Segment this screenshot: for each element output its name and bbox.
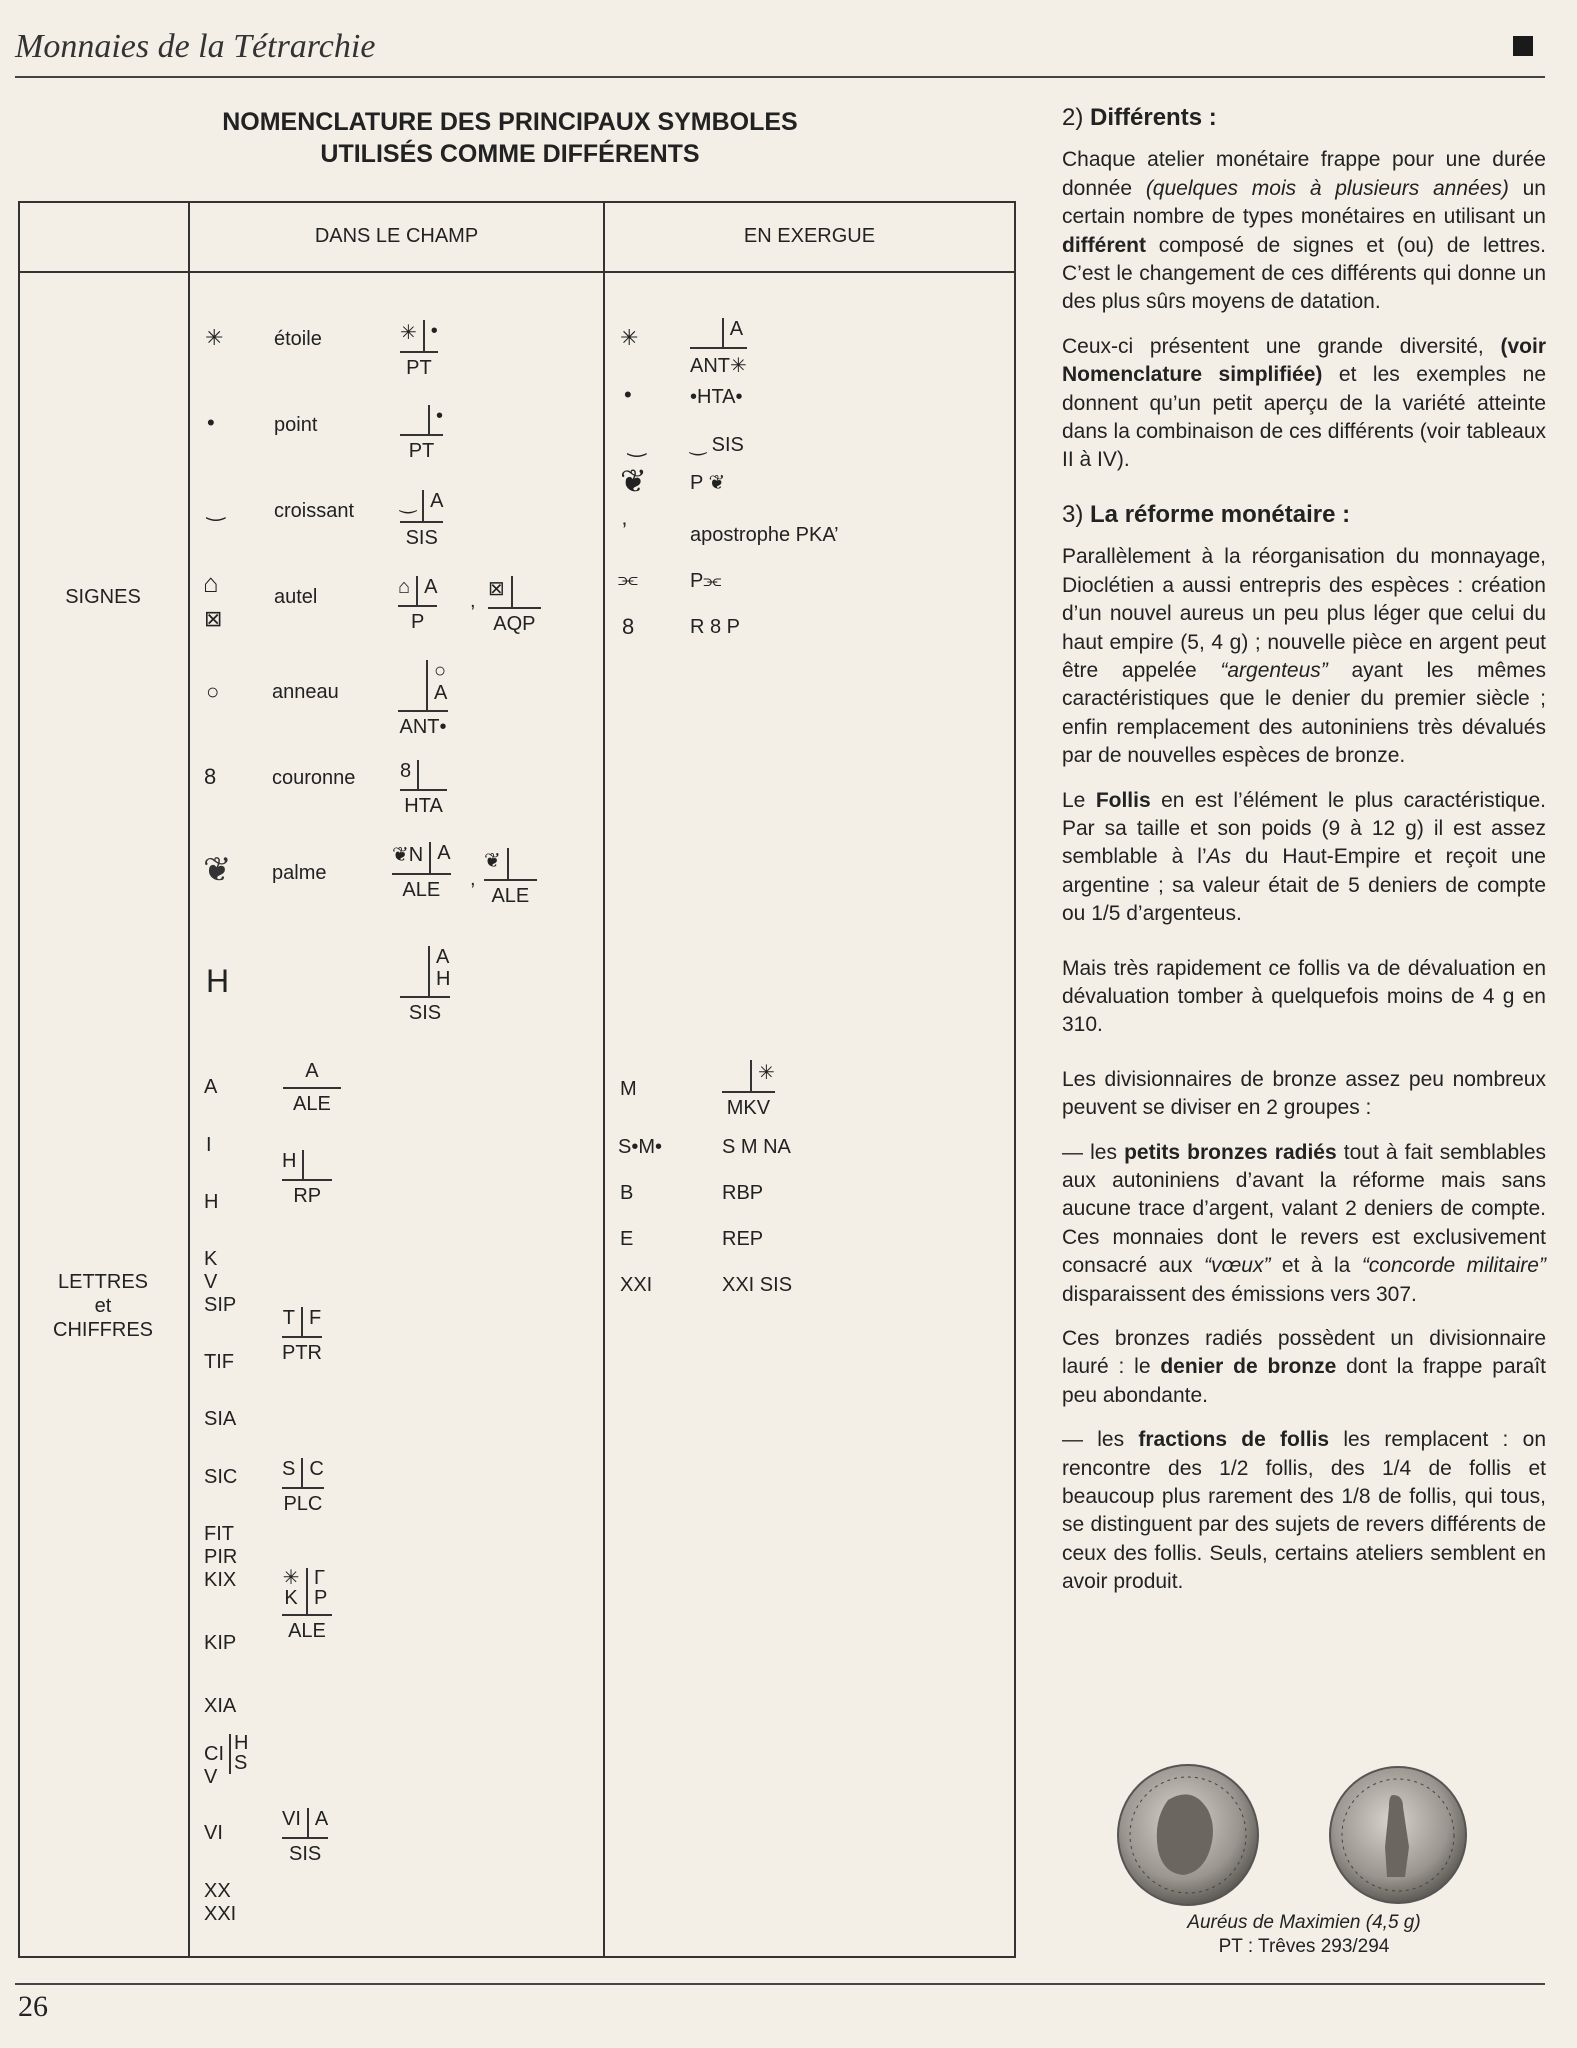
champ-lettre-h: H RP [282, 1150, 332, 1208]
letter-item: V [204, 1271, 218, 1293]
exergue-text: R 8 P [690, 616, 741, 638]
letter-item: XIA [204, 1695, 237, 1717]
sign-name: autel [274, 586, 318, 608]
sign-name: palme [272, 862, 327, 884]
champ-h: A H SIS [400, 946, 450, 1025]
champ-palme-1: ❦N A ALE [392, 842, 451, 901]
etoile-icon: ✳ [205, 325, 224, 350]
exergue-text: ‿ SIS [690, 434, 744, 456]
croissant-icon: ‿ [628, 432, 646, 457]
letter-item: SIC [204, 1466, 238, 1488]
page-header-title: Monnaies de la Tétrarchie [15, 28, 376, 65]
letter-item: KIP [204, 1632, 237, 1654]
exergue-text: apostrophe PKA’ [690, 524, 839, 546]
paragraph: Mais très rapidement ce follis va de dévaluation en dévaluation tomber à quelquefois moins de 4 g en 310. [1062, 956, 1546, 1037]
letter-item: A [204, 1076, 218, 1098]
letter-item: TIF [204, 1351, 234, 1373]
champ-couronne: 8 HTA [400, 760, 447, 818]
sign-name: couronne [272, 767, 356, 789]
etoile-icon: ✳ [620, 325, 639, 350]
paragraph: Parallèlement à la réorganisation du monnayage, Dioclétien a aussi entrepris des espèces : création d’un nouvel aureus un peu plus léger que celui du haut empire (5, 4 g) ; nouvelle pièce en argent peut être appelée “argenteus” ayant les mêmes caractéristiques que le denier du premier siècle ; enfin remplacement des autoniniens très dévalués par de nouvelles espèces de bronze. [1062, 545, 1546, 768]
h-symbol: H [206, 963, 230, 999]
ci-hs: H S [234, 1732, 249, 1774]
exergue-text: •HTA• [690, 386, 743, 408]
right-column [1062, 104, 1546, 1613]
croissant-icon: ‿ [207, 496, 225, 521]
table-title-line2: UTILISÉS COMME DIFFÉRENTS [320, 140, 700, 168]
letter-item: H [204, 1191, 219, 1213]
autel-icon: ⌂ [203, 568, 219, 598]
row-label-lettres: LETTRES et CHIFFRES [53, 1271, 153, 1341]
couronne-icon: 8 [622, 614, 635, 639]
champ-croissant: ‿ A SIS [400, 490, 444, 549]
row-label-signes: SIGNES [65, 586, 141, 608]
header-square-mark [1513, 36, 1533, 56]
champ-etoile: ✳ • PT [400, 320, 438, 379]
comma: , [470, 590, 476, 612]
palme-icon: ❦ [620, 463, 647, 499]
table-header-rule [20, 271, 1014, 273]
coin-caption: Auréus de Maximien (4,5 g) [1187, 1912, 1421, 1933]
letter-item: VI [204, 1822, 223, 1844]
exergue-etoile: A ANT✳ [690, 318, 747, 377]
section-heading-differents: 2) Différents : [1062, 104, 1217, 131]
footer-rule [15, 1983, 1545, 1985]
champ-palme-2: ❦ ALE [484, 848, 537, 908]
letter-item: V [204, 1766, 218, 1788]
sign-name: étoile [274, 328, 322, 350]
col-header-champ: DANS LE CHAMP [314, 225, 479, 247]
exergue-text: RBP [722, 1182, 764, 1204]
letter-item: PIR [204, 1546, 238, 1568]
exergue-letter: S•M• [618, 1136, 663, 1158]
paragraph: — les petits bronzes radiés tout à fait semblables aux autoniniens d’avant la réforme mais sans aucune trace d’argent, valant 2 deniers de compte. Ces monnaies dont le revers est exclusivement consacré aux “vœux” et à la “concorde militaire” disparaissent des émissions vers 307. [1062, 1140, 1547, 1306]
ribbon-icon: ⫘ [618, 566, 638, 591]
sign-name: anneau [272, 681, 339, 703]
paragraph: Les divisionnaires de bronze assez peu nombreux peuvent se diviser en 2 groupes : [1062, 1067, 1546, 1120]
exergue-mkv: ✳ MKV [722, 1060, 775, 1120]
point-icon: • [207, 410, 215, 435]
exergue-text: S M NA [722, 1136, 791, 1158]
table-divider-right [603, 203, 605, 1956]
table-title [185, 106, 835, 170]
col-header-exergue: EN EXERGUE [743, 225, 876, 247]
sign-name: point [274, 414, 318, 436]
letter-item: K [204, 1248, 218, 1270]
couronne-icon: 8 [204, 764, 217, 789]
letter-item: SIA [204, 1408, 237, 1430]
paragraph: Chaque atelier monétaire frappe pour une durée donnée (quelques mois à plusieurs années) un certain nombre de types monétaires en utilisant un différent composé de signes et (ou) de lettres. C’est le changement de ces différents qui donne un des plus sûrs moyens de datation. [1062, 148, 1546, 314]
anneau-icon: ○ [206, 679, 220, 704]
champ-anneau: ○ A ANT• [399, 660, 448, 738]
coin-caption-mint: PT : Trêves 293/294 [1218, 1936, 1390, 1957]
champ-lettre-a: A ALE [283, 1060, 341, 1116]
symbols-table [18, 201, 1016, 1958]
apostrophe-icon: ’ [622, 518, 627, 543]
header-rule [15, 76, 1545, 78]
exergue-text: P ❦ [690, 472, 726, 494]
champ-autel-1: ⌂ A P [398, 576, 438, 633]
exergue-text: P⫘ [690, 570, 722, 592]
champ-lettre-sc: S C PLC [282, 1458, 324, 1515]
palme-icon: ❦ [203, 851, 232, 889]
coin-reverse-icon [1330, 1767, 1466, 1903]
paragraph: Ceux-ci présentent une grande diversité, (voir Nomenclature simplifiée) et les exemples ne donnent qu’un petit aperçu de la variété atteinte dans la combinaison de ces différents (voir tableaux II à IV). [1062, 334, 1546, 472]
exergue-text: XXI SIS [722, 1274, 793, 1296]
champ-lettre-kp: ✳ K Γ P ALE [282, 1568, 332, 1643]
ci-divider [229, 1734, 231, 1774]
letter-item: KIX [204, 1569, 237, 1591]
letter-item: CI [204, 1743, 224, 1765]
letter-item: XX [204, 1880, 231, 1902]
page-number: 26 [18, 1990, 48, 2023]
paragraph: Le Follis en est l’élément le plus caractéristique. Par sa taille et son poids (9 à 12 g) il est assez semblable à l’As du Haut-Empire et reçoit une argentine ; sa valeur était de 5 deniers de compte ou 1/5 d’argenteus. [1062, 788, 1546, 926]
sign-name: croissant [274, 500, 355, 522]
letter-item: FIT [204, 1523, 234, 1545]
exergue-letter: B [620, 1182, 634, 1204]
exergue-letter: XXI [620, 1274, 653, 1296]
autel-box-icon: ⊠ [204, 606, 223, 631]
point-icon: • [624, 382, 632, 407]
champ-lettre-tf: T F PTR [282, 1307, 322, 1364]
exergue-text: REP [722, 1228, 764, 1250]
exergue-letter: M [620, 1078, 637, 1100]
letter-item: XXI [204, 1903, 237, 1925]
comma: , [470, 868, 476, 890]
coin-obverse-icon [1118, 1765, 1258, 1905]
table-divider-left [188, 203, 190, 1956]
coin-illustration [1108, 1760, 1528, 1910]
table-title-line1: NOMENCLATURE DES PRINCIPAUX SYMBOLES [222, 108, 798, 136]
champ-lettre-via: VI A SIS [282, 1808, 329, 1865]
letter-item: I [206, 1134, 212, 1156]
champ-autel-2: ⊠ AQP [488, 576, 541, 636]
letter-item: SIP [204, 1294, 237, 1316]
exergue-letter: E [620, 1228, 634, 1250]
champ-point: • PT [400, 405, 443, 463]
paragraph: Ces bronzes radiés possèdent un divisionnaire lauré : le denier de bronze dont la frappe paraît peu abondante. [1062, 1327, 1546, 1407]
paragraph: — les fractions de follis les remplacent : on rencontre des 1/2 follis, des 1/4 de follis et beaucoup plus rarement des 1/8 de follis, qui tous, se distinguent par des sujets de revers différents de ceux des follis. Seuls, certains ateliers semblent en avoir produit. [1062, 1428, 1546, 1594]
section-heading-reforme: 3) La réforme monétaire : [1062, 500, 1351, 528]
